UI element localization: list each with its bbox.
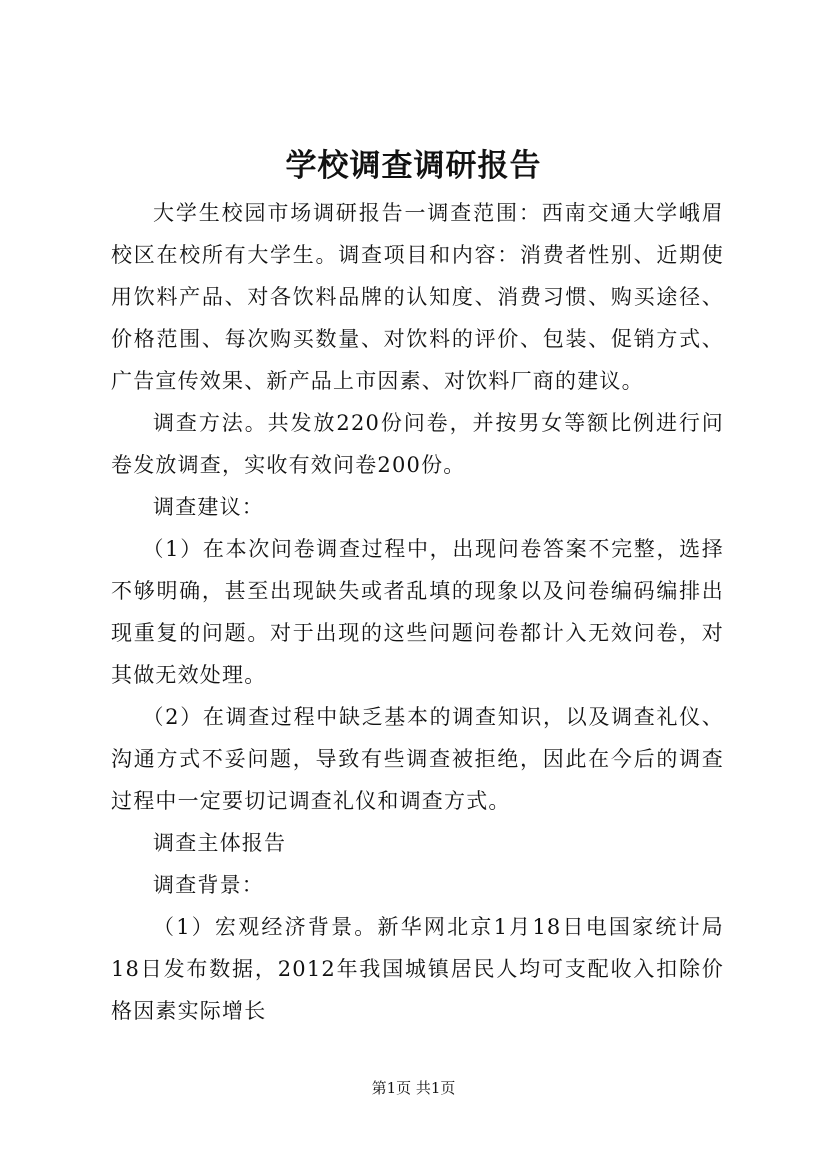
paragraph-method: 调查方法。共发放220份问卷，并按男女等额比例进行问卷发放调查，实收有效问卷200份。 xyxy=(111,411,724,477)
document-body xyxy=(111,192,724,1032)
paragraph-suggestions-heading: 调查建议： xyxy=(153,495,264,519)
paragraph-macro-background: （1）宏观经济背景。新华网北京1月18日电国家统计局18日发布数据，2012年我国城镇居民人均可支配收入扣除价格因素实际增长 xyxy=(111,915,724,1023)
paragraph-background-heading: 调查背景： xyxy=(153,873,264,897)
page-footer: 第1页 共1页 xyxy=(371,1079,456,1097)
paragraph-scope: 大学生校园市场调研报告一调查范围：西南交通大学峨眉校区在校所有大学生。调查项目和内容：消费者性别、近期使用饮料产品、对各饮料品牌的认知度、消费习惯、购买途径、价格范围、每次购买数量、对饮料的评价、包装、促销方式、广告宣传效果、新产品上市因素、对饮料厂商的建议。 xyxy=(111,201,724,393)
paragraph-main-report-heading: 调查主体报告 xyxy=(153,831,287,855)
paragraph-suggestion-2: （2）在调查过程中缺乏基本的调查知识，以及调查礼仪、沟通方式不妥问题，导致有些调查被拒绝，因此在今后的调查过程中一定要切记调查礼仪和调查方式。 xyxy=(111,705,724,813)
document-title: 学校调查调研报告 xyxy=(285,148,542,184)
paragraph-suggestion-1: （1）在本次问卷调查过程中，出现问卷答案不完整，选择不够明确，甚至出现缺失或者乱填的现象以及问卷编码编排出现重复的问题。对于出现的这些问题问卷都计入无效问卷，对其做无效处理。 xyxy=(111,537,724,687)
